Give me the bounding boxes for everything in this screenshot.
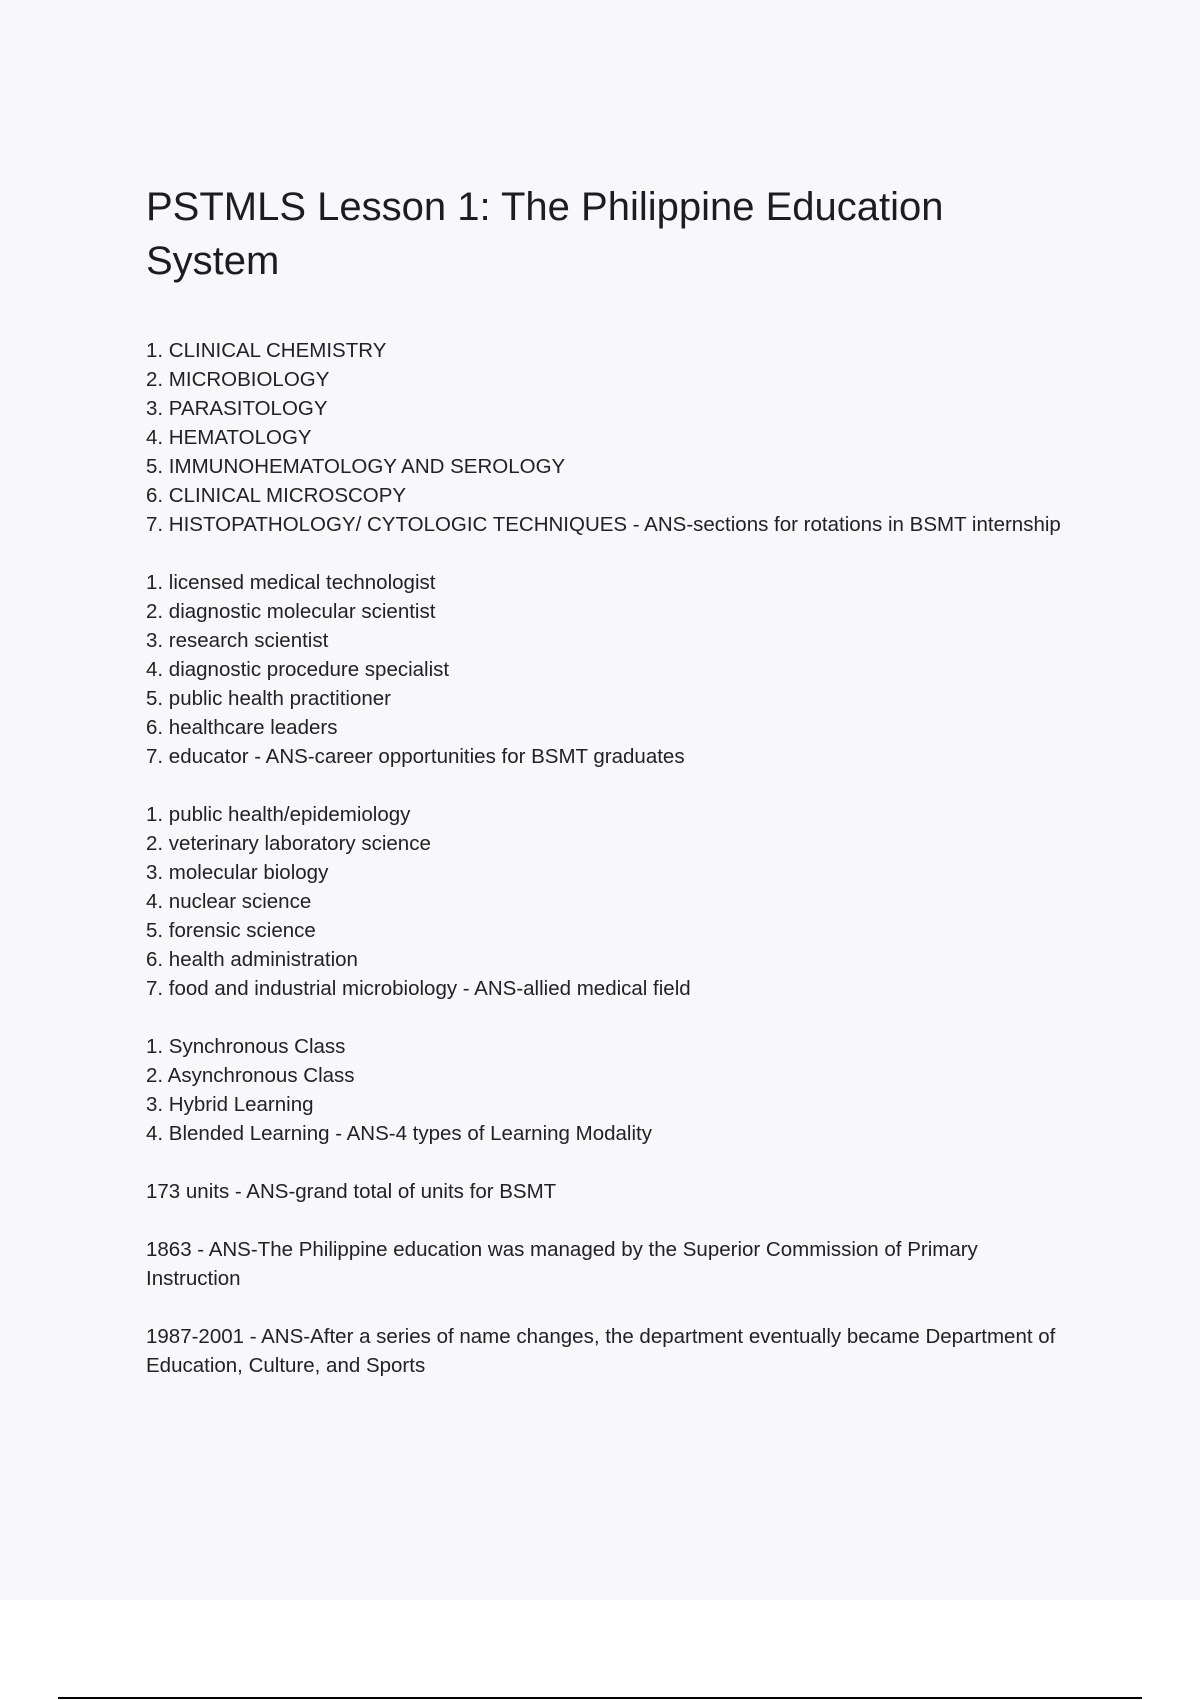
text-line: 4. nuclear science bbox=[146, 890, 312, 913]
qa-block-allied-medical-field bbox=[146, 800, 1076, 1003]
text-line: 7. HISTOPATHOLOGY/ CYTOLOGIC TECHNIQUES - ANS-sections for rotations in BSMT internship bbox=[146, 513, 1061, 536]
qa-block-total-units bbox=[146, 1177, 1076, 1206]
text-line: 3. molecular biology bbox=[146, 861, 329, 884]
text-line: 7. educator - ANS-career opportunities for BSMT graduates bbox=[146, 745, 685, 768]
text-line: 3. PARASITOLOGY bbox=[146, 397, 328, 420]
text-line: 1. licensed medical technologist bbox=[146, 571, 436, 594]
text-line: 2. veterinary laboratory science bbox=[146, 832, 431, 855]
text-line: 3. research scientist bbox=[146, 629, 329, 652]
document-content bbox=[146, 180, 1076, 1409]
footer-divider bbox=[58, 1697, 1142, 1699]
text-line: 173 units - ANS-grand total of units for BSMT bbox=[146, 1180, 557, 1203]
text-line: 1863 - ANS-The Philippine education was managed by the Superior Commission of Primary Instruction bbox=[146, 1238, 978, 1290]
text-line: 4. HEMATOLOGY bbox=[146, 426, 312, 449]
text-line: 1. CLINICAL CHEMISTRY bbox=[146, 339, 387, 362]
text-line: 5. forensic science bbox=[146, 919, 316, 942]
qa-block-career-opportunities bbox=[146, 568, 1076, 771]
text-line: 2. MICROBIOLOGY bbox=[146, 368, 330, 391]
text-line: 6. health administration bbox=[146, 948, 358, 971]
text-line: 4. Blended Learning - ANS-4 types of Learning Modality bbox=[146, 1122, 652, 1145]
text-line: 3. Hybrid Learning bbox=[146, 1093, 314, 1116]
document-title: PSTMLS Lesson 1: The Philippine Education System bbox=[146, 185, 944, 283]
text-line: 1. Synchronous Class bbox=[146, 1035, 346, 1058]
qa-block-learning-modality bbox=[146, 1032, 1076, 1148]
text-line: 1987-2001 - ANS-After a series of name changes, the department eventually became Department of Education, Culture, and Sports bbox=[146, 1325, 1056, 1377]
text-line: 2. diagnostic molecular scientist bbox=[146, 600, 436, 623]
text-line: 1. public health/epidemiology bbox=[146, 803, 411, 826]
text-line: 5. IMMUNOHEMATOLOGY AND SEROLOGY bbox=[146, 455, 566, 478]
text-line: 2. Asynchronous Class bbox=[146, 1064, 355, 1087]
qa-block-1987-2001 bbox=[146, 1322, 1076, 1380]
qa-block-rotation-sections bbox=[146, 336, 1076, 539]
text-line: 5. public health practitioner bbox=[146, 687, 392, 710]
text-line: 7. food and industrial microbiology - ANS-allied medical field bbox=[146, 977, 691, 1000]
text-line: 6. healthcare leaders bbox=[146, 716, 338, 739]
text-line: 4. diagnostic procedure specialist bbox=[146, 658, 450, 681]
text-line: 6. CLINICAL MICROSCOPY bbox=[146, 484, 407, 507]
qa-block-1863 bbox=[146, 1235, 1076, 1293]
